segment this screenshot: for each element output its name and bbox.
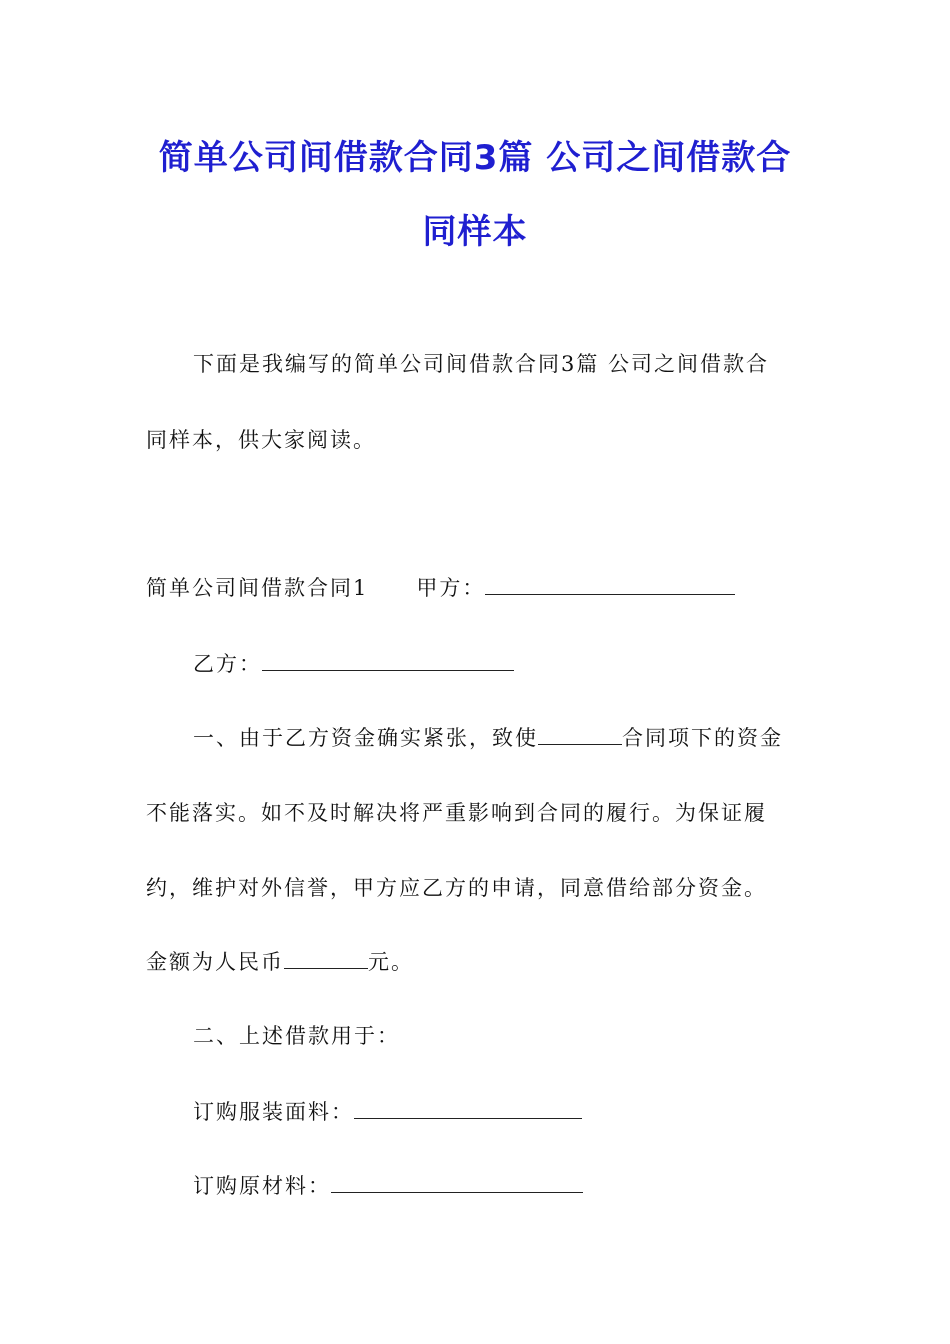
material-label: 订购原材料： xyxy=(193,1174,331,1198)
party-b-label: 乙方： xyxy=(193,652,262,676)
party-b-blank xyxy=(262,652,514,671)
material-blank xyxy=(331,1174,583,1193)
amount-label: 金额为人民币 xyxy=(146,950,284,974)
party-a-label: 甲方： xyxy=(416,576,486,600)
clause-2-item-2 xyxy=(193,1170,583,1200)
clause-1-text-b: 合同项下的资金 xyxy=(622,726,783,750)
clause-1-line-2: 不能落实。如不及时解决将严重影响到合同的履行。为保证履 xyxy=(146,801,767,825)
clause-1-line-3: 约，维护对外信誉，甲方应乙方的申请，同意借给部分资金。 xyxy=(146,876,767,900)
amount-blank xyxy=(284,950,368,969)
clause-2-item-1 xyxy=(193,1096,582,1126)
clause-2-heading: 二、上述借款用于： xyxy=(193,1024,400,1048)
clause-1-line-1 xyxy=(193,722,783,752)
contract-heading: 简单公司间借款合同1 xyxy=(146,576,369,600)
party-b-row xyxy=(193,648,514,678)
intro-line-1: 下面是我编写的简单公司间借款合同3篇 公司之间借款合 xyxy=(193,352,770,376)
clause-1-blank xyxy=(538,726,622,745)
party-a-blank xyxy=(485,576,735,595)
contract-heading-row xyxy=(146,572,735,602)
fabric-blank xyxy=(354,1100,582,1119)
intro-line-2: 同样本，供大家阅读。 xyxy=(146,428,376,452)
amount-unit: 元。 xyxy=(368,950,414,974)
fabric-label: 订购服装面料： xyxy=(193,1100,354,1124)
document-title-line-2: 同样本 xyxy=(422,212,528,252)
document-title-line-1: 简单公司间借款合同3篇 公司之间借款合 xyxy=(158,138,792,178)
clause-1-text-a: 一、由于乙方资金确实紧张，致使 xyxy=(193,726,538,750)
clause-1-line-4 xyxy=(146,946,414,976)
